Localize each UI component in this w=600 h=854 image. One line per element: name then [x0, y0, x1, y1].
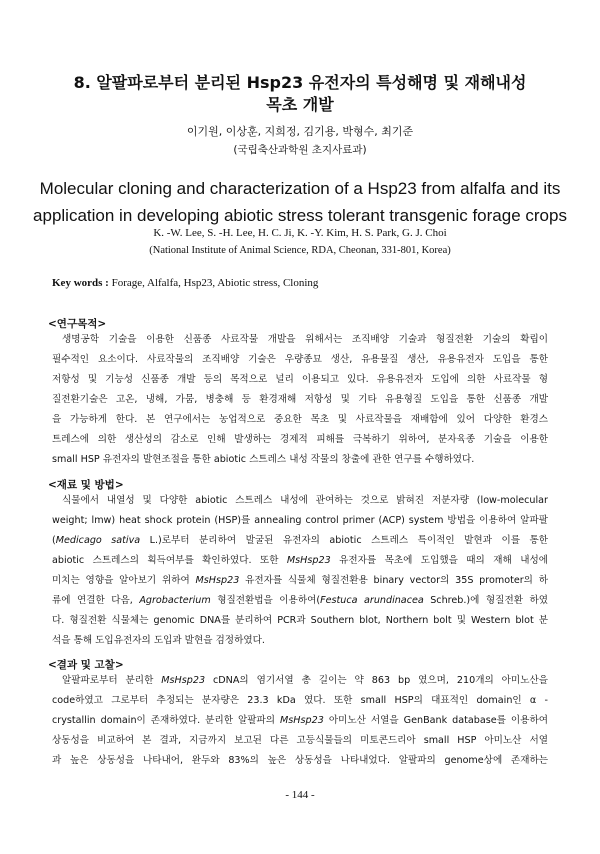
body-line: small HSP 유전자의 발현조절을 통한 abiotic 스트레스 내성 작물의 창출에 관한 연구를 수행하였다. [52, 454, 475, 465]
korean-authors: 이기원, 이상훈, 지희정, 김기용, 박형수, 최기준 [186, 125, 414, 138]
body-line: (Medicago sativa L.)로부터 분리하여 발굴된 유전자의 abiotic 스트레스 특이적인 발현과 이를 통한 [52, 535, 548, 546]
section-body-methods [52, 491, 548, 651]
section-body-objective [52, 330, 548, 470]
english-title-line-1: Molecular cloning and characterization of a Hsp23 from alfalfa and its [39, 179, 561, 198]
body-line: 트레스에 의한 생산성의 감소로 인해 발생하는 경제적 피해를 극복하기 위하여, 분자육종 기술을 이용한 [52, 434, 548, 445]
korean-title-line-1: 8. 알팔파로부터 분리된 Hsp23 유전자의 특성해명 및 재해내성 [73, 73, 527, 92]
section-heading-objective: <연구목적> [48, 318, 107, 330]
section-heading-results: <결과 및 고찰> [48, 659, 124, 671]
korean-title [0, 72, 600, 116]
keywords-text: Forage, Alfalfa, Hsp23, Abiotic stress, Cloning [111, 277, 319, 289]
body-line: 알팔파로부터 분리한 MsHsp23 cDNA의 염기서열 총 길이는 약 863 bp 였으며, 210개의 아미노산을 [62, 675, 548, 686]
body-line: 필수적인 요소이다. 사료작물의 조직배양 기술은 우량종묘 생산, 유용물질 생산, 유용유전자 도입을 통한 [52, 354, 548, 365]
english-title-line-2: application in developing abiotic stress tolerant transgenic forage crops [33, 206, 567, 225]
section-heading-methods: <재료 및 방법> [48, 479, 124, 491]
body-line: 과 높은 상동성을 나타내어, 완두와 83%의 높은 상동성을 나타내었다. 알팔파의 genome상에 존재하는 [52, 755, 548, 766]
english-title [0, 175, 600, 229]
body-line: 질전환기술은 고온, 냉해, 가뭄, 병충해 등 환경재해 저항성 및 기타 유용형질 도입을 통한 신품종 개발 [52, 394, 548, 405]
korean-title-line-2: 목초 개발 [266, 95, 334, 114]
body-line: 생명공학 기술을 이용한 신품종 사료작물 개발을 위해서는 조직배양 기술과 형질전환 기술의 확립이 [62, 334, 548, 345]
body-line: weight; lmw) heat shock protein (HSP)를 annealing control primer (ACP) system 방법을 이용하여 알파팔 [52, 515, 548, 526]
english-authors: K. -W. Lee, S. -H. Lee, H. C. Ji, K. -Y. Kim, H. S. Park, G. J. Choi [153, 227, 447, 239]
body-line: 상동성을 비교하여 본 결과, 지금까지 보고된 다른 고등식물들의 미토콘드리아 small HSP 아미노산 서열 [52, 735, 548, 746]
body-line: abiotic 스트레스의 획득여부를 확인하였다. 또한 MsHsp23 유전자를 목초에 도입했을 때의 재해 내성에 [52, 555, 548, 566]
body-line: 미치는 영향을 알아보기 위하여 MsHsp23 유전자를 식물체 형질전환용 binary vector의 35S promoter의 하 [52, 575, 548, 586]
korean-affiliation: (국립축산과학원 초지사료과) [233, 144, 367, 156]
body-line: 류에 연결한 다음, Agrobacterium 형질전환법을 이용하여(Festuca arundinacea Schreb.)에 형질전환 하였 [52, 595, 548, 606]
page-number: - 144 - [285, 789, 315, 801]
body-line: 석을 통해 도입유전자의 도입과 발현을 검정하였다. [52, 635, 265, 646]
keywords [52, 277, 318, 289]
body-line: 저항성 및 기능성 신품종 개발 등의 목적으로 널리 이용되고 있다. 유용유전자 도입에 의한 사료작물 형 [52, 374, 548, 385]
body-line: code하였고 그로부터 추정되는 분자량은 23.3 kDa 였다. 또한 small HSP의 대표적인 domain인 α - [52, 695, 548, 706]
body-line: crystallin domain이 존재하였다. 분리한 알팔파의 MsHsp23 아미노산 서열을 GenBank database를 이용하여 [52, 715, 548, 726]
english-affiliation: (National Institute of Animal Science, RDA, Cheonan, 331-801, Korea) [149, 245, 451, 256]
section-body-results [52, 671, 548, 771]
body-line: 식물에서 내열성 및 다양한 abiotic 스트레스 내성에 관여하는 것으로 밝혀진 저분자량 (low-molecular [62, 495, 548, 506]
body-line: 을 가능하게 한다. 본 연구에서는 농업적으로 중요한 목초 및 사료작물을 재배함에 있어 다양한 환경스 [52, 414, 548, 425]
keywords-label: Key words : [52, 277, 109, 289]
body-line: 다. 형질전환 식물체는 genomic DNA를 분리하여 PCR과 Southern blot, Northern bolt 및 Western blot 분 [52, 615, 548, 626]
